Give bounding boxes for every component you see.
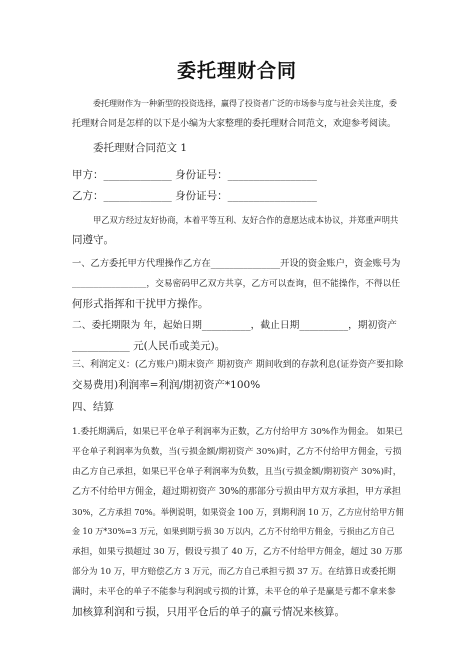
text-line: 由乙方自己承担，如果已平仓单子利润率为负数，且当(亏损金额/期初资产 30%)时， [72, 467, 402, 477]
text-line: 满时，未平仓的单子不能参与利润或亏损的计算，未平仓的单子是赢是亏都不拿来参 [72, 587, 396, 597]
text-line: 承担，如果亏损超过 30 万，假设亏损了 40 万，乙方不付给甲方佣金，超过 30 万那 [72, 547, 403, 557]
text-line: 乙方不付给甲方佣金，超过期初资产 30%的那部分亏损由甲方双方承担，甲方承担 [72, 487, 401, 497]
clause-2 [72, 316, 404, 356]
text-line: 委托理财作为一种新型的投资选择，赢得了投资者广泛的市场参与度与社会关注度，委 [93, 99, 397, 108]
page-title: 委托理财合同 [176, 60, 297, 82]
agreement-paragraph [72, 210, 404, 250]
clause-4-heading [72, 397, 404, 417]
text-line: 1.委托期满后，如果已平仓单子利润率为正数，乙方付给甲方 30%作为佣金。 如果已 [72, 427, 403, 437]
intro-paragraph [72, 94, 404, 134]
text-line: 加核算利润和亏损，只用平仓后的单子的赢亏情况来核算。 [72, 606, 345, 618]
text-line: 委托理财合同范文 1 [93, 142, 188, 154]
text-line: ___________ 元(人民币或美元)。 [72, 340, 226, 352]
text-line: 同遵守。 [72, 234, 114, 246]
text-line: 甲乙双方经过友好协商，本着平等互利、友好合作的意愿达成本协议，并郑重声明共 [93, 215, 399, 225]
text-line: 三、利润定义：(乙方账户)期末资产 期初资产 期间收到的存款利息(证券资产要扣除 [72, 360, 404, 370]
clause-4-body [72, 422, 404, 622]
text-line: 何形式指挥和干扰甲方操作。 [72, 298, 209, 310]
text-line: _________________，交易密码甲乙双方共享，乙方可以查询，但不能操作，不得以任 [72, 279, 401, 289]
text-line: 30%，乙方承担 70%。举例说明，如果资金 100 万，到期利润 10 万，乙方应付给甲方佣 [72, 507, 404, 517]
text-line: 一、乙方委托甲方代理操作乙方在_______________开设的资金账户，资金账号为 [72, 258, 401, 269]
text-line: 二、委托期限为 年，起始日期__________，截止日期__________，期初资产 [72, 320, 397, 331]
text-line: 部分为 10 万，甲方赔偿乙方 3 万元，而乙方自己承担亏损 37 万。在结算日或委托期 [72, 567, 396, 577]
party-a-line [72, 165, 404, 185]
sample-heading [72, 138, 404, 158]
text-line: 甲方：_____________ 身份证号：_________________ [72, 169, 317, 181]
text-line: 平仓单子利润率为负数，当(亏损金额/期初资产 30%)时，乙方不付给甲方佣金，亏损 [72, 447, 402, 457]
clause-3 [72, 355, 404, 395]
text-line: 托理财合同是怎样的以下是小编为大家整理的委托理财合同范文，欢迎参考阅读。 [72, 119, 397, 129]
text-line: 金 10 万*30%=3 万元，如果到期亏损 30 万以内，乙方不付给甲方佣金，亏损由乙方自己 [72, 527, 395, 536]
text-line: 乙方：_____________ 身份证号：_________________ [72, 190, 317, 202]
text-line: 交易费用)利润率=利润/期初资产*100% [72, 379, 261, 391]
clause-1 [72, 254, 404, 314]
party-b-line [72, 186, 404, 206]
text-line: 四、结算 [72, 401, 114, 413]
